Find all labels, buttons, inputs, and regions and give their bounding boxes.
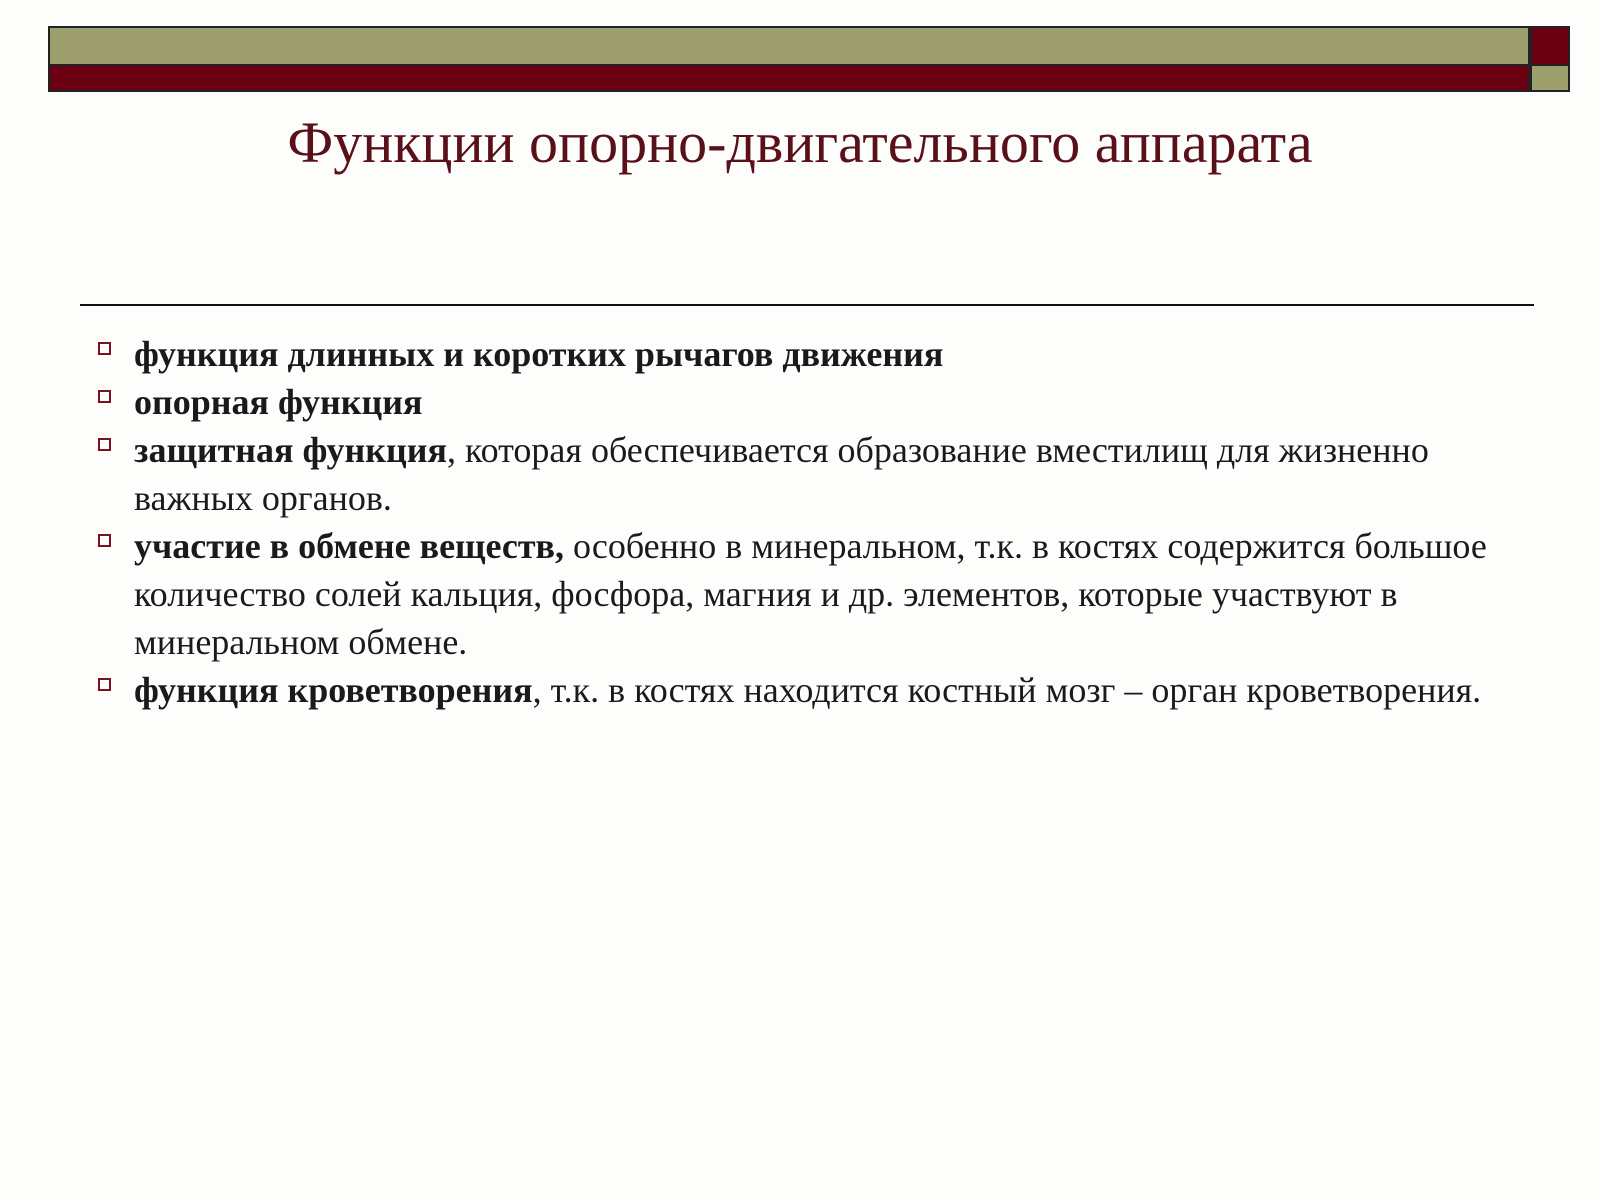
- bullet-item: [96, 522, 1536, 666]
- bullet-item: [96, 666, 1536, 714]
- bullet-bold-text: опорная функция: [134, 382, 423, 422]
- square-bullet-icon: [98, 390, 111, 403]
- bullet-list: [96, 330, 1536, 714]
- header-square-olive: [1530, 66, 1570, 92]
- square-bullet-icon: [98, 678, 111, 691]
- square-bullet-icon: [98, 342, 111, 355]
- bullet-item: [96, 330, 1536, 378]
- square-bullet-icon: [98, 438, 111, 451]
- bullet-bold-text: функция длинных и коротких рычагов движения: [134, 334, 944, 374]
- bullet-bold-text: защитная функция: [134, 430, 447, 470]
- header-square-maroon: [1530, 26, 1570, 66]
- square-bullet-icon: [98, 534, 111, 547]
- bullet-text: , т.к. в костях находится костный мозг – орган кроветворения.: [532, 670, 1482, 710]
- slide-title: Функции опорно-двигательного аппарата: [287, 110, 1313, 175]
- title-divider: [80, 304, 1534, 306]
- bullet-text: особенно в минеральном, т.к. в костях содержится большое количество солей кальция, фосфора, магния и др. элементов, которые участвуют в минеральном обмене.: [134, 526, 1487, 662]
- header-bar-olive: [48, 26, 1530, 66]
- bullet-text: , которая обеспечивается образование вместилищ для жизненно важных органов.: [134, 430, 1429, 518]
- bullet-item: [96, 378, 1536, 426]
- bullet-bold-text: функция кроветворения: [134, 670, 533, 710]
- bullet-item: [96, 426, 1536, 522]
- header-bar-maroon: [48, 66, 1530, 92]
- bullet-bold-text: участие в обмене веществ,: [134, 526, 564, 566]
